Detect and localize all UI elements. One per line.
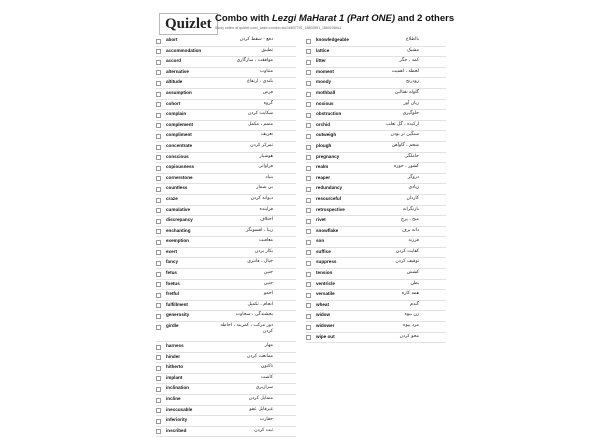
term-text: reaper	[316, 174, 331, 180]
definition-text: اخمو	[263, 291, 273, 297]
definition-text: شخم ، گاوآهن	[391, 142, 419, 148]
definition-text: متمم ، مکمل	[247, 121, 273, 127]
term-text: suppress	[316, 259, 337, 265]
term-text: widow	[316, 312, 331, 318]
checkbox-icon[interactable]	[156, 198, 161, 203]
term-row	[306, 280, 446, 291]
checkbox-icon[interactable]	[156, 166, 161, 171]
checkbox-icon[interactable]	[156, 240, 161, 245]
definition-text: گندم	[410, 301, 419, 307]
term-text: moment	[316, 68, 334, 74]
term-row	[156, 142, 296, 153]
term-text: wheat	[316, 301, 330, 307]
term-row	[306, 57, 446, 68]
term-text: fancy	[166, 259, 179, 265]
term-row	[156, 68, 296, 79]
term-row	[156, 248, 296, 259]
term-text: lattice	[316, 47, 330, 53]
checkbox-icon[interactable]	[156, 176, 161, 181]
definition-text: زیبا ، افسونگر	[246, 227, 273, 233]
definition-text: موافقت ، سازگاری	[236, 58, 273, 64]
checkbox-icon[interactable]	[156, 208, 161, 213]
checkbox-icon[interactable]	[306, 39, 311, 44]
term-row	[156, 153, 296, 164]
term-text: girdle	[166, 323, 179, 329]
term-text: fetus	[166, 270, 177, 276]
definition-text: سنگین تر بودن	[390, 132, 419, 138]
term-text: inexcusable	[166, 406, 193, 412]
term-text: obstruction	[316, 111, 342, 117]
checkbox-icon[interactable]	[156, 123, 161, 128]
definition-text: جنین	[263, 270, 273, 276]
checkbox-icon[interactable]	[306, 123, 311, 128]
term-row	[306, 290, 446, 301]
term-text: litter	[316, 58, 326, 64]
checkbox-icon[interactable]	[306, 145, 311, 150]
term-row	[306, 121, 446, 132]
checkbox-icon[interactable]	[306, 155, 311, 160]
term-text: complement	[166, 121, 194, 127]
definition-text: بلندی ، ارتفاع	[247, 79, 273, 85]
definition-text: دفع - سقط کردن	[239, 37, 273, 42]
checkbox-icon[interactable]	[156, 366, 161, 371]
term-row	[306, 195, 446, 206]
term-row	[156, 110, 296, 121]
definition-text: حاملگی	[404, 153, 419, 159]
term-row	[306, 248, 446, 259]
term-text: tension	[316, 270, 333, 276]
title-set-name: Lezgi MaHarat 1 (Part ONE)	[272, 13, 395, 24]
checkbox-icon[interactable]	[306, 314, 311, 319]
checkbox-icon[interactable]	[156, 70, 161, 75]
checkbox-icon[interactable]	[306, 113, 311, 118]
term-row	[306, 131, 446, 142]
term-row	[156, 184, 296, 195]
term-row	[306, 100, 446, 111]
checkbox-icon[interactable]	[156, 145, 161, 150]
definition-text: تطبیق	[261, 47, 273, 53]
term-row	[156, 57, 296, 68]
definition-text: لحظه ، اهمیت	[391, 68, 419, 74]
term-text: inscribed	[166, 427, 187, 433]
definition-text: خیال ، فانتزی	[247, 259, 273, 265]
definition-text: تاکنون	[261, 364, 273, 370]
term-row	[306, 163, 446, 174]
checkbox-icon[interactable]	[156, 92, 161, 97]
checkbox-icon[interactable]	[156, 229, 161, 234]
term-row	[156, 322, 296, 342]
definition-text: حقارت	[259, 417, 273, 423]
term-text: suffice	[316, 248, 331, 254]
definition-text: کاشت	[261, 374, 273, 380]
definition-text: بطن	[410, 280, 419, 286]
term-text: hinder	[166, 353, 181, 359]
term-text: retrospective	[316, 206, 345, 212]
checkbox-icon[interactable]	[156, 325, 161, 330]
term-row	[306, 206, 446, 217]
left-term-column	[156, 36, 296, 437]
document-page	[150, 0, 455, 433]
checkbox-icon[interactable]	[156, 272, 161, 277]
checkbox-icon[interactable]	[156, 376, 161, 381]
term-text: assumption	[166, 89, 192, 95]
term-text: widower	[316, 323, 335, 329]
term-text: realm	[316, 164, 329, 170]
term-text: copiousness	[166, 164, 195, 170]
term-row	[156, 78, 296, 89]
term-text: knowledgeable	[316, 37, 349, 42]
term-row	[156, 406, 296, 417]
definition-text: کاردان	[406, 195, 419, 201]
term-row	[306, 110, 446, 121]
checkbox-icon[interactable]	[156, 303, 161, 308]
term-text: noxious	[316, 100, 334, 106]
term-text: resourceful	[316, 195, 342, 201]
checkbox-icon[interactable]	[306, 303, 311, 308]
definition-text: گروه	[263, 100, 273, 106]
definition-text: همه کاره	[401, 291, 419, 297]
checkbox-icon[interactable]	[306, 198, 311, 203]
checkbox-icon[interactable]	[156, 282, 161, 287]
term-text: conscious	[166, 153, 189, 159]
checkbox-icon[interactable]	[156, 314, 161, 319]
checkbox-icon[interactable]	[306, 166, 311, 171]
page-header	[159, 13, 455, 35]
checkbox-icon[interactable]	[306, 176, 311, 181]
term-row	[156, 280, 296, 291]
definition-text: بازنگرانه	[402, 206, 419, 212]
term-row	[156, 353, 296, 364]
term-text: inferiority	[166, 417, 188, 423]
definition-text: میخ ، پرچ	[401, 217, 419, 223]
checkbox-icon[interactable]	[306, 325, 311, 330]
checkbox-icon[interactable]	[306, 293, 311, 298]
definition-text: جنین	[263, 280, 273, 286]
definition-text: مرد بیوه	[403, 323, 419, 329]
term-row	[306, 68, 446, 79]
term-row	[156, 36, 296, 47]
checkbox-icon[interactable]	[306, 134, 311, 139]
term-text: pregnancy	[316, 153, 340, 159]
definition-text: فرض	[262, 89, 273, 95]
page-title	[215, 13, 454, 24]
definition-text: دور مرکب ، کمربند ، احاطه کردن	[220, 323, 273, 334]
checkbox-icon[interactable]	[156, 187, 161, 192]
term-row	[156, 89, 296, 100]
definition-text: توقیف کردن	[395, 259, 419, 265]
definition-text: متمایل کردن	[248, 396, 273, 401]
checkbox-icon[interactable]	[306, 250, 311, 255]
checkbox-icon[interactable]	[156, 419, 161, 424]
definition-text: بخشندگی ، سخاوت	[235, 312, 273, 318]
definition-text: معافیت	[258, 238, 273, 244]
definition-text: اختلاف	[259, 217, 273, 223]
checkbox-icon[interactable]	[306, 335, 311, 340]
term-row	[156, 216, 296, 227]
term-text: complain	[166, 111, 187, 117]
definition-text: گلوله نفتالین	[394, 89, 419, 95]
term-row	[156, 47, 296, 58]
term-row	[156, 342, 296, 353]
term-row	[156, 206, 296, 217]
term-row	[156, 163, 296, 174]
term-text: fulfillment	[166, 301, 188, 307]
term-text: outweigh	[316, 132, 337, 138]
right-term-column	[306, 36, 446, 343]
checkbox-icon[interactable]	[156, 250, 161, 255]
term-text: exemption	[166, 238, 189, 244]
definition-text: بااطلاع	[405, 37, 419, 42]
term-text: son	[316, 238, 325, 244]
definition-text: زیان آور	[403, 100, 419, 106]
term-text: fretful	[166, 291, 180, 297]
checkbox-icon[interactable]	[156, 134, 161, 139]
term-text: snowflake	[316, 227, 339, 233]
term-text: discrepancy	[166, 217, 193, 223]
term-text: plough	[316, 142, 332, 148]
checkbox-icon[interactable]	[156, 155, 161, 160]
term-text: cohort	[166, 100, 181, 106]
checkbox-icon[interactable]	[306, 208, 311, 213]
checkbox-icon[interactable]	[306, 229, 311, 234]
definition-text: زن بیوه	[404, 312, 419, 318]
checkbox-icon[interactable]	[156, 387, 161, 392]
term-text: enchanting	[166, 227, 191, 233]
checkbox-icon[interactable]	[306, 272, 311, 277]
term-row	[156, 395, 296, 406]
checkbox-icon[interactable]	[156, 49, 161, 54]
term-text: ventricle	[316, 280, 335, 286]
term-row	[306, 36, 446, 47]
term-text: exert	[166, 248, 177, 254]
study-url[interactable]: Study online at quizlet.com/_cash=combo=cis/16837791_18802891_18602084s1	[215, 26, 342, 30]
checkbox-icon[interactable]	[306, 187, 311, 192]
definition-text: مهار	[264, 343, 273, 349]
definition-text: کفایت کردن	[395, 248, 419, 254]
checkbox-icon[interactable]	[306, 102, 311, 107]
title-suffix: and 2 others	[395, 13, 455, 24]
term-row	[156, 311, 296, 322]
term-row	[156, 195, 296, 206]
term-row	[306, 153, 446, 164]
definition-text: ممانعت کردن	[246, 353, 273, 359]
definition-text: زودرنج	[406, 79, 419, 85]
term-row	[306, 322, 446, 333]
checkbox-icon[interactable]	[156, 398, 161, 403]
checkbox-icon[interactable]	[156, 113, 161, 118]
term-text: foetus	[166, 280, 180, 286]
term-row	[306, 237, 446, 248]
definition-text: زیادی	[408, 185, 419, 191]
checkbox-icon[interactable]	[156, 429, 161, 434]
checkbox-icon[interactable]	[306, 92, 311, 97]
definition-text: غیرقابل عفو	[249, 406, 273, 412]
checkbox-icon[interactable]	[156, 81, 161, 86]
term-row	[156, 258, 296, 269]
term-text: harness	[166, 343, 184, 349]
term-row	[156, 269, 296, 280]
definition-text: تعریف	[260, 132, 273, 138]
definition-text: دروگر	[407, 174, 419, 180]
term-row	[306, 174, 446, 185]
term-row	[156, 374, 296, 385]
definition-text: ارکیده ، گل ثعلب	[386, 121, 419, 127]
definition-text: انجام ، تکمیل	[247, 301, 273, 307]
checkbox-icon[interactable]	[306, 219, 311, 224]
term-row	[306, 142, 446, 153]
definition-text: دانه برف	[401, 227, 419, 233]
checkbox-icon[interactable]	[156, 261, 161, 266]
checkbox-icon[interactable]	[156, 60, 161, 65]
term-text: inclination	[166, 385, 189, 391]
title-prefix: Combo with	[215, 13, 272, 24]
definition-text: بکار بردن	[254, 248, 273, 254]
checkbox-icon[interactable]	[156, 293, 161, 298]
definition-text: شکایت کردن	[247, 111, 273, 117]
term-text: countless	[166, 185, 188, 191]
term-text: moody	[316, 79, 332, 85]
definition-text: بی شمار	[256, 185, 273, 191]
definition-text: کشور ، حوزه	[393, 164, 419, 170]
checkbox-icon[interactable]	[156, 39, 161, 44]
term-row	[306, 301, 446, 312]
term-row	[156, 301, 296, 312]
checkbox-icon[interactable]	[156, 345, 161, 350]
definition-text: بنیاد	[265, 174, 273, 180]
definition-text: دیوانه کردن	[250, 195, 273, 201]
checkbox-icon[interactable]	[306, 70, 311, 75]
definition-text: کمد ، جگر	[399, 58, 419, 64]
term-row	[306, 311, 446, 322]
term-row	[306, 78, 446, 89]
term-text: cumulative	[166, 206, 190, 212]
term-row	[156, 121, 296, 132]
term-text: wipe out	[316, 333, 335, 339]
definition-text: فزاینده	[259, 206, 273, 212]
term-text: accord	[166, 58, 182, 64]
term-text: concentrate	[166, 142, 193, 148]
definition-text: محو کردن	[399, 333, 419, 339]
term-row	[156, 237, 296, 248]
term-row	[156, 174, 296, 185]
term-row	[306, 333, 446, 344]
term-row	[156, 427, 296, 437]
quizlet-logo: Quizlet	[159, 13, 218, 35]
checkbox-icon[interactable]	[306, 81, 311, 86]
definition-text: سرازیری	[255, 385, 273, 391]
term-text: hitherto	[166, 364, 184, 370]
term-text: abort	[166, 37, 178, 42]
term-row	[306, 89, 446, 100]
term-row	[156, 363, 296, 374]
definition-text: فراوانی	[258, 164, 273, 170]
definition-text: تمرکز کردن	[250, 142, 273, 148]
term-text: compliment	[166, 132, 192, 138]
checkbox-icon[interactable]	[306, 60, 311, 65]
checkbox-icon[interactable]	[156, 355, 161, 360]
term-row	[156, 100, 296, 111]
term-row	[306, 269, 446, 280]
term-row	[156, 290, 296, 301]
checkbox-icon[interactable]	[306, 282, 311, 287]
term-text: orchid	[316, 121, 331, 127]
definition-text: هوشیار	[259, 153, 273, 159]
checkbox-icon[interactable]	[156, 408, 161, 413]
definition-text: ثبت کردن	[254, 427, 273, 433]
checkbox-icon[interactable]	[156, 102, 161, 107]
term-row	[306, 227, 446, 238]
definition-text: کشش	[406, 270, 419, 276]
term-text: mothball	[316, 89, 336, 95]
checkbox-icon[interactable]	[156, 219, 161, 224]
term-row	[156, 384, 296, 395]
term-text: incline	[166, 396, 181, 401]
term-text: altitude	[166, 79, 183, 85]
term-text: cornerstone	[166, 174, 193, 180]
definition-text: متناوب	[259, 68, 273, 74]
term-row	[156, 416, 296, 427]
term-row	[306, 216, 446, 227]
term-text: implant	[166, 374, 183, 380]
term-row	[306, 184, 446, 195]
term-row	[306, 47, 446, 58]
checkbox-icon[interactable]	[306, 261, 311, 266]
term-row	[156, 227, 296, 238]
term-text: alternative	[166, 68, 189, 74]
definition-text: فرزند	[408, 238, 419, 244]
term-text: rivet	[316, 217, 326, 223]
checkbox-icon[interactable]	[306, 49, 311, 54]
definition-text: مشبک	[406, 47, 419, 53]
definition-text: جلوگیری	[402, 111, 419, 117]
term-text: accommodation	[166, 47, 202, 53]
term-text: versatile	[316, 291, 335, 297]
term-text: redundancy	[316, 185, 343, 191]
term-row	[156, 131, 296, 142]
term-row	[306, 258, 446, 269]
term-text: generosity	[166, 312, 190, 318]
term-text: craze	[166, 195, 178, 201]
checkbox-icon[interactable]	[306, 240, 311, 245]
